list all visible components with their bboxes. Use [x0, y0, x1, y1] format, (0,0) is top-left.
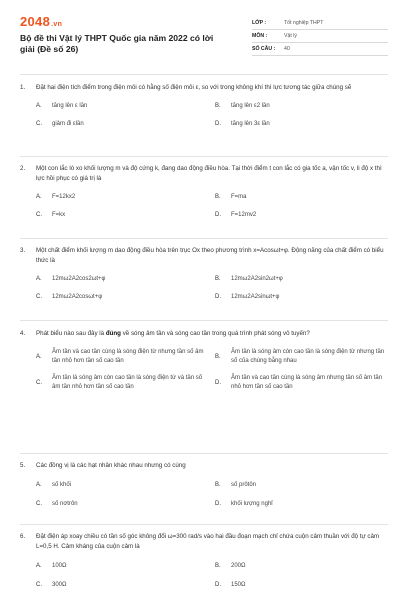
- option-letter: B.: [215, 353, 221, 360]
- option-text: 150Ω: [231, 582, 246, 588]
- question-text-emphasis: đúng: [105, 330, 121, 337]
- question-number: 6.: [20, 533, 26, 540]
- option-letter: D.: [215, 294, 221, 300]
- option-c[interactable]: [36, 500, 207, 509]
- option-text: 12mω2A2cos2ωt+φ: [52, 276, 106, 282]
- meta-key: SỐ CÂU :: [252, 46, 276, 52]
- option-letter: B.: [215, 103, 221, 109]
- option-a[interactable]: [36, 275, 207, 284]
- option-text: tăng lên ε lần: [52, 103, 88, 109]
- question-text: Một chất điểm khối lượng m dao động điều hòa trên trục Ox theo phương trình x=Acosωt+φ. Động năng của chất điểm có biểu thức là: [36, 247, 384, 264]
- question-6: [20, 532, 386, 590]
- question-number: 4.: [20, 330, 26, 337]
- option-text: 12mω2A2sin2ωt+φ: [231, 276, 283, 282]
- site-logo[interactable]: [20, 14, 230, 29]
- option-b[interactable]: [215, 102, 386, 111]
- question-divider: [20, 238, 388, 239]
- option-text: Âm tần là sóng âm còn cao tần là sóng điện từ và tần số âm tần nhỏ hơn tần số cao tần: [52, 375, 203, 390]
- option-text: 100Ω: [52, 563, 67, 569]
- option-text: 300Ω: [52, 582, 67, 588]
- option-text: số prôtôn: [231, 482, 257, 488]
- option-text: giảm đi εlần: [52, 121, 84, 127]
- option-letter: B.: [215, 482, 221, 488]
- question-text: [36, 329, 386, 339]
- option-b[interactable]: [215, 193, 386, 202]
- option-letter: C.: [36, 582, 42, 588]
- option-letter: C.: [36, 121, 42, 127]
- option-d[interactable]: [215, 374, 386, 392]
- question-4: [20, 329, 386, 392]
- option-d[interactable]: [215, 293, 386, 302]
- question-divider: [20, 156, 388, 157]
- question-number: 5.: [20, 462, 26, 469]
- option-letter: C.: [36, 501, 42, 507]
- logo-text: 2048: [20, 14, 51, 29]
- option-text: Âm tần là sóng âm còn cao tần là sóng điện từ nhưng tần số của chúng bằng nhau: [231, 349, 385, 364]
- option-letter: D.: [215, 582, 221, 588]
- option-text: tăng lên 3ε lần: [231, 121, 270, 127]
- question-number: 2.: [20, 165, 26, 172]
- meta-count: [252, 43, 388, 56]
- question-number: 1.: [20, 84, 26, 91]
- question-text: Đặt hai điện tích điểm trong điện môi có hằng số điện môi ε, so với trong không khí thì lực tương tác giữa chúng sẽ: [36, 84, 352, 91]
- option-letter: A.: [36, 194, 42, 200]
- meta-value: Tốt nghiệp THPT: [284, 20, 324, 26]
- option-letter: D.: [215, 501, 221, 507]
- option-letter: D.: [215, 379, 221, 386]
- option-letter: B.: [215, 276, 221, 282]
- option-text: tăng lên ε2 lần: [231, 103, 270, 109]
- meta-class: [252, 17, 388, 30]
- option-text: F=ma: [231, 194, 247, 200]
- question-3: [20, 246, 386, 302]
- question-text: Các đồng vị là các hạt nhân khác nhau nhưng có cùng: [36, 462, 186, 469]
- option-letter: B.: [215, 563, 221, 569]
- option-letter: A.: [36, 276, 42, 282]
- option-d[interactable]: [215, 211, 386, 220]
- option-text: số khối: [52, 482, 72, 488]
- option-text: số nơtrôn: [52, 501, 78, 507]
- question-text: Một con lắc lò xo khối lượng m và độ cứng k, đang dao động điều hòa. Tại thời điểm t con lắc có gia tốc a, vận tốc v, li độ x thì lực hồi phục có giá trị là: [36, 165, 382, 182]
- option-b[interactable]: [215, 348, 386, 366]
- option-text: khối lượng nghỉ: [231, 501, 273, 507]
- question-divider: [20, 524, 388, 525]
- header-divider: [20, 74, 388, 75]
- option-c[interactable]: [36, 374, 207, 392]
- exam-meta: [252, 17, 388, 56]
- option-a[interactable]: [36, 481, 207, 490]
- option-text: F=kx: [52, 212, 66, 218]
- exam-header: [20, 14, 388, 56]
- option-a[interactable]: [36, 348, 207, 366]
- option-letter: D.: [215, 212, 221, 218]
- question-1: [20, 83, 386, 129]
- option-letter: A.: [36, 482, 42, 488]
- option-b[interactable]: [215, 562, 386, 571]
- meta-key: MÔN :: [252, 33, 268, 39]
- option-letter: B.: [215, 194, 221, 200]
- question-text-after: về sóng âm tần và sóng cao tần trong quá trình phát sóng vô tuyến?: [120, 330, 310, 337]
- header-left: [20, 14, 230, 56]
- meta-key: LỚP :: [252, 20, 267, 26]
- meta-subject: [252, 30, 388, 43]
- option-a[interactable]: [36, 102, 207, 111]
- question-text-before: Phát biểu nào sau đây là: [36, 330, 106, 337]
- option-c[interactable]: [36, 581, 207, 590]
- option-letter: C.: [36, 212, 42, 218]
- option-c[interactable]: [36, 211, 207, 220]
- option-letter: A.: [36, 103, 42, 109]
- option-letter: C.: [36, 379, 42, 386]
- meta-value: 40: [284, 46, 290, 52]
- question-2: [20, 164, 386, 220]
- option-b[interactable]: [215, 481, 386, 490]
- question-divider: [20, 320, 388, 321]
- meta-value: Vật lý: [284, 33, 297, 39]
- question-5: [20, 461, 386, 509]
- option-text: Âm tần và cao tần cùng là sóng điện từ nhưng tần số âm tần nhỏ hơn tần số cao tần: [52, 349, 204, 364]
- option-d[interactable]: [215, 581, 386, 590]
- option-text: F=12mv2: [231, 212, 257, 218]
- exam-title: Bộ đề thi Vật lý THPT Quốc gia năm 2022 có lời giải (Đề số 26): [20, 33, 214, 54]
- option-text: 12mω2A2sinωt+φ: [231, 294, 280, 300]
- option-letter: D.: [215, 121, 221, 127]
- question-number: 3.: [20, 247, 26, 254]
- option-d[interactable]: [215, 120, 386, 129]
- option-text: F=12kx2: [52, 194, 76, 200]
- question-text: Đặt điện áp xoay chiều có tần số góc không đổi ω=300 rad/s vào hai đầu đoạn mạch chỉ chứa cuộn cảm thuần với độ tự cảm L=0,5 H. Cảm kháng của cuộn cảm là: [36, 533, 380, 550]
- option-letter: C.: [36, 294, 42, 300]
- option-text: 200Ω: [231, 563, 246, 569]
- option-a[interactable]: [36, 193, 207, 202]
- option-c[interactable]: [36, 120, 207, 129]
- option-d[interactable]: [215, 500, 386, 509]
- option-text: 12mω2A2cosωt+φ: [52, 294, 103, 300]
- option-a[interactable]: [36, 562, 207, 571]
- option-c[interactable]: [36, 293, 207, 302]
- option-letter: A.: [36, 563, 42, 569]
- logo-suffix: .vn: [51, 21, 63, 28]
- option-text: Âm tần và cao tần cùng là sóng âm nhưng tần số âm tần nhỏ hơn tần số cao tần: [231, 375, 383, 390]
- option-b[interactable]: [215, 275, 386, 284]
- question-divider: [20, 453, 388, 454]
- option-letter: A.: [36, 353, 42, 360]
